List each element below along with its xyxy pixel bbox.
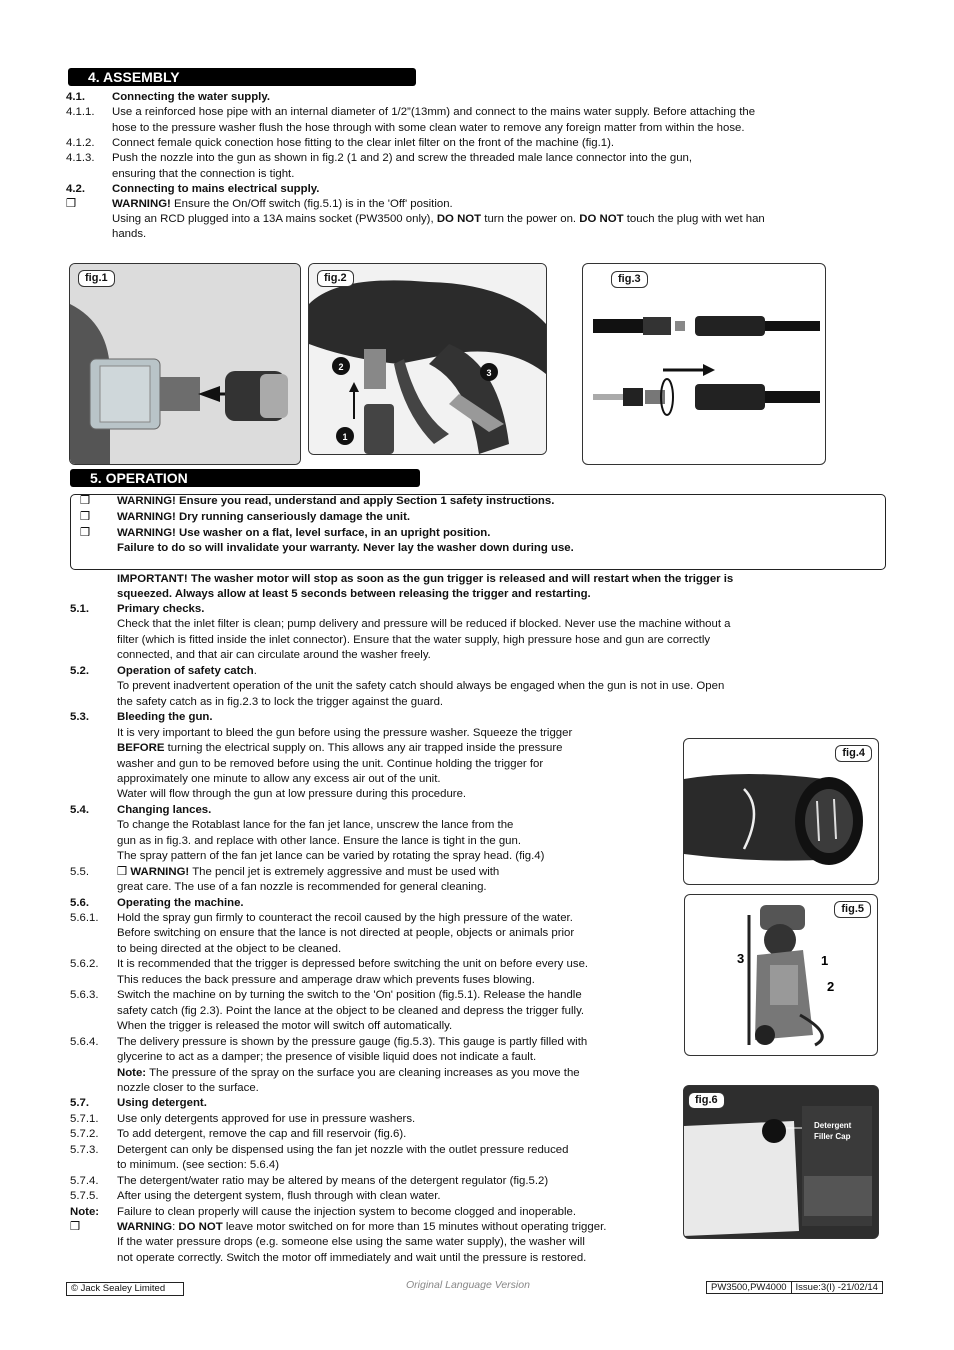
fig5-marker-1: 1 <box>821 953 829 968</box>
fig2-marker-2: 2 <box>338 362 344 372</box>
footer-copyright: © Jack Sealey Limited <box>66 1282 184 1296</box>
fig6-callout-1: Detergent <box>814 1121 852 1130</box>
fig1-label: fig.1 <box>78 270 115 287</box>
fig6-label: fig.6 <box>688 1092 725 1109</box>
fig3-label: fig.3 <box>611 271 648 288</box>
line-number: 5.6.2. <box>70 958 99 971</box>
fig6-callout-2: Filler Cap <box>814 1132 851 1141</box>
line-number: 5.7. <box>70 1097 89 1110</box>
line-number: 5.6.1. <box>70 912 99 924</box>
important-line-1: IMPORTANT! The washer motor will stop as soon as the gun trigger is released and will restart when the trigger is <box>117 573 734 585</box>
figure-1 <box>69 263 301 465</box>
figure-4 <box>683 738 879 885</box>
fig5-label: fig.5 <box>834 901 871 918</box>
line-number: 5.1. <box>70 603 89 615</box>
line-number: 5.3. <box>70 711 89 724</box>
line-number: 5.6.3. <box>70 989 99 1002</box>
footer-language: Original Language Version <box>406 1279 530 1291</box>
figure-5 <box>684 894 878 1056</box>
footer-models: PW3500,PW4000 <box>706 1281 792 1294</box>
line-number: 5.4. <box>70 803 89 816</box>
figure-2 <box>308 263 547 455</box>
fig5-marker-2: 2 <box>827 979 835 994</box>
line-number: 5.7.5. <box>70 1190 99 1203</box>
line-number: 5.2. <box>70 664 89 677</box>
line-number: 5.6.4. <box>70 1035 99 1048</box>
important-line-2: squeezed. Always allow at least 5 seconds between releasing the trigger and restarting. <box>117 588 591 600</box>
line-number: 5.7.2. <box>70 1128 99 1141</box>
figure-3 <box>582 263 826 465</box>
line-number: 5.6. <box>70 896 89 909</box>
line-number: ❒ <box>70 1221 81 1233</box>
fig2-marker-3: 3 <box>486 368 492 378</box>
line-number: 4.1.2. <box>66 136 95 149</box>
checkbox-icon: ❒ <box>80 511 91 523</box>
operation-heading: 5. OPERATION <box>70 469 420 487</box>
assembly-heading: 4. ASSEMBLY <box>68 68 416 86</box>
line-number: Note: <box>70 1205 100 1218</box>
line-number: 4.1.3. <box>66 152 95 165</box>
bullet: ❒ <box>66 198 77 210</box>
line-number: 5.7.3. <box>70 1143 99 1156</box>
line-number: 5.5. <box>70 865 89 878</box>
line-number: 4.1. <box>66 91 85 103</box>
line-number: 4.2. <box>66 182 85 195</box>
line-number: 5.7.1. <box>70 1112 99 1125</box>
fig4-label: fig.4 <box>835 745 872 762</box>
checkbox-icon: ❒ <box>80 527 91 539</box>
lance-change-illustration <box>583 264 825 464</box>
pressure-washer-illustration <box>685 895 877 1055</box>
checkbox-icon: ❒ <box>80 495 91 507</box>
fig2-marker-1: 1 <box>342 432 348 442</box>
footer-issue: Issue:3(I) -21/02/14 <box>792 1281 883 1294</box>
line-number: 4.1.1. <box>66 106 95 119</box>
spray-gun-illustration <box>309 264 546 454</box>
figure-6 <box>683 1085 879 1239</box>
line-number: 5.7.4. <box>70 1174 99 1187</box>
fig2-label: fig.2 <box>317 270 354 287</box>
inlet-filter-illustration <box>70 264 300 464</box>
fig5-marker-3: 3 <box>737 951 745 966</box>
footer-doc-ref <box>706 1282 883 1294</box>
